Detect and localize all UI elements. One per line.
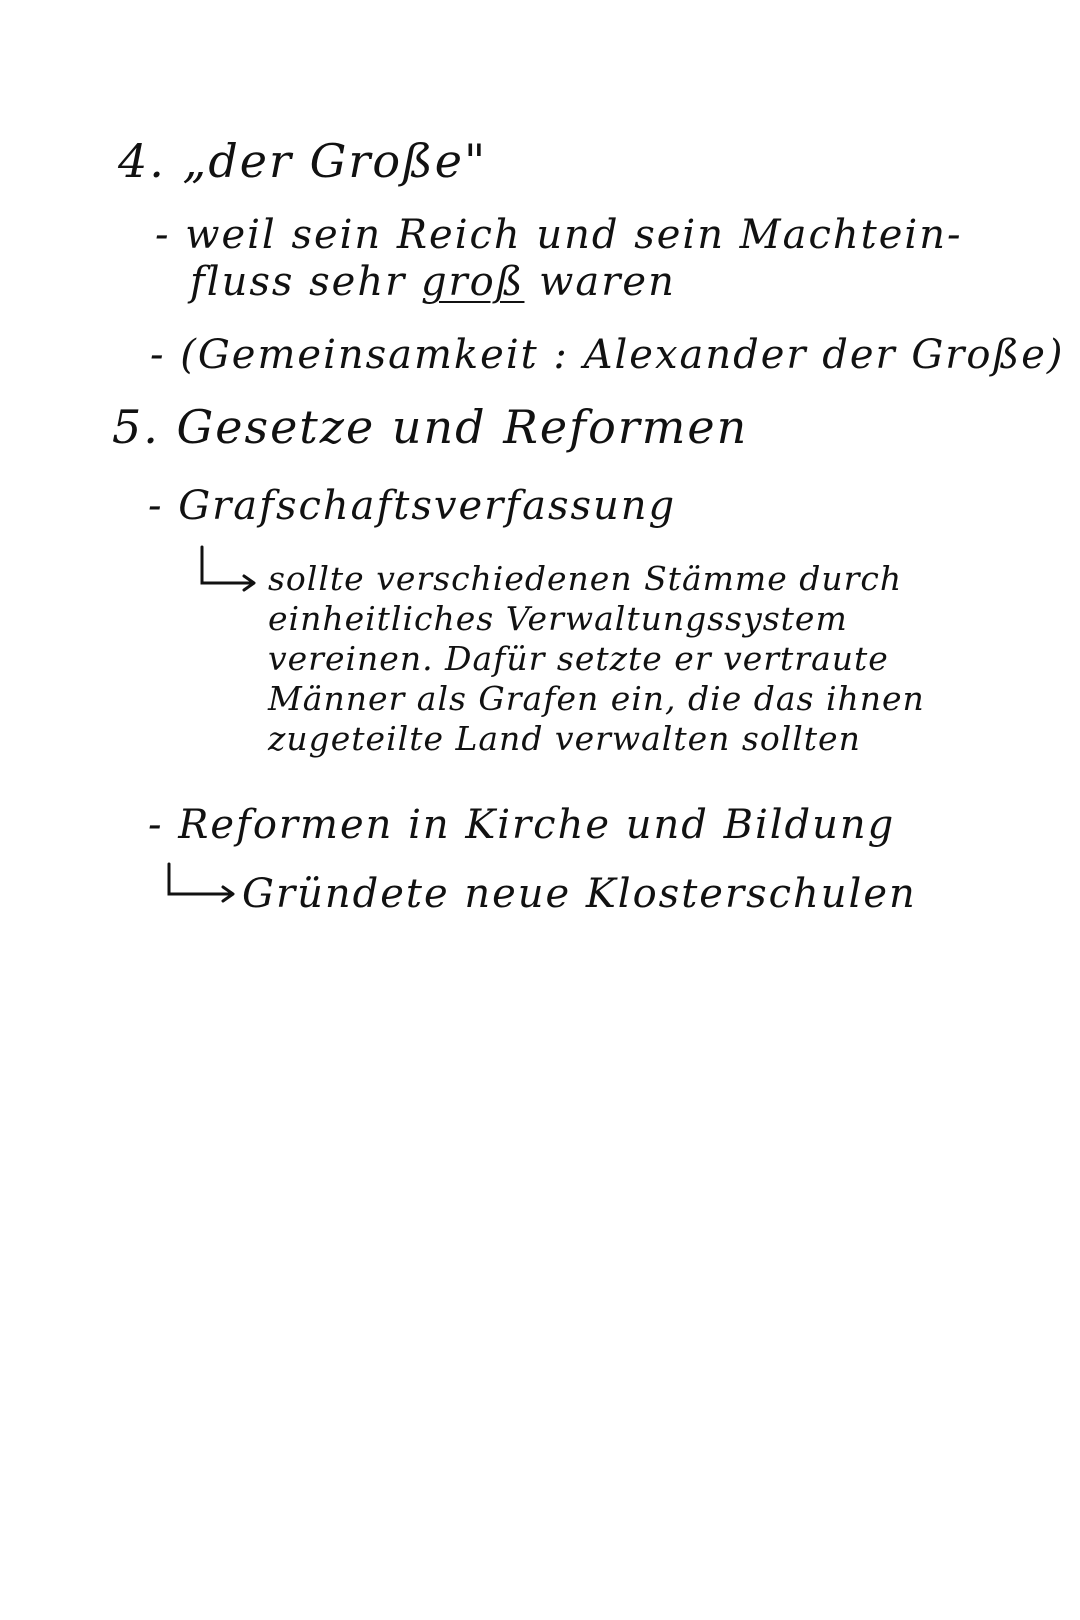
section-4-bullet-1-line-2 <box>190 259 676 305</box>
section-4-bullet-1-line-2-start: fluss sehr <box>190 259 421 305</box>
section-5-sub-1-line-3: vereinen. Dafür setzte er vertraute <box>268 639 889 678</box>
underlined-word: groß <box>420 259 525 305</box>
section-4-bullet-1-line-2-end: waren <box>524 259 676 305</box>
section-5-sub-2: Gründete neue Klosterschulen <box>242 871 917 917</box>
section-5-sub-1-line-2: einheitliches Verwaltungssystem <box>268 599 848 638</box>
section-5-sub-1-line-5: zugeteilte Land verwalten sollten <box>268 719 861 758</box>
section-5-sub-1-line-1: sollte verschiedenen Stämme durch <box>268 559 903 598</box>
return-arrow-icon <box>165 862 245 912</box>
section-5-heading: 5. Gesetze und Reformen <box>112 400 749 454</box>
section-5-bullet-2: - Reformen in Kirche und Bildung <box>148 802 896 848</box>
section-4-bullet-2: - (Gemeinsamkeit : Alexander der Große) <box>150 332 1065 378</box>
section-4-heading: 4. „der Große" <box>118 134 488 188</box>
section-5-bullet-1: - Grafschaftsverfassung <box>148 483 677 529</box>
section-4-bullet-1-line-1: - weil sein Reich und sein Machtein- <box>155 212 963 258</box>
return-arrow-icon <box>198 545 268 595</box>
section-5-sub-1-line-4: Männer als Grafen ein, die das ihnen <box>268 679 925 718</box>
